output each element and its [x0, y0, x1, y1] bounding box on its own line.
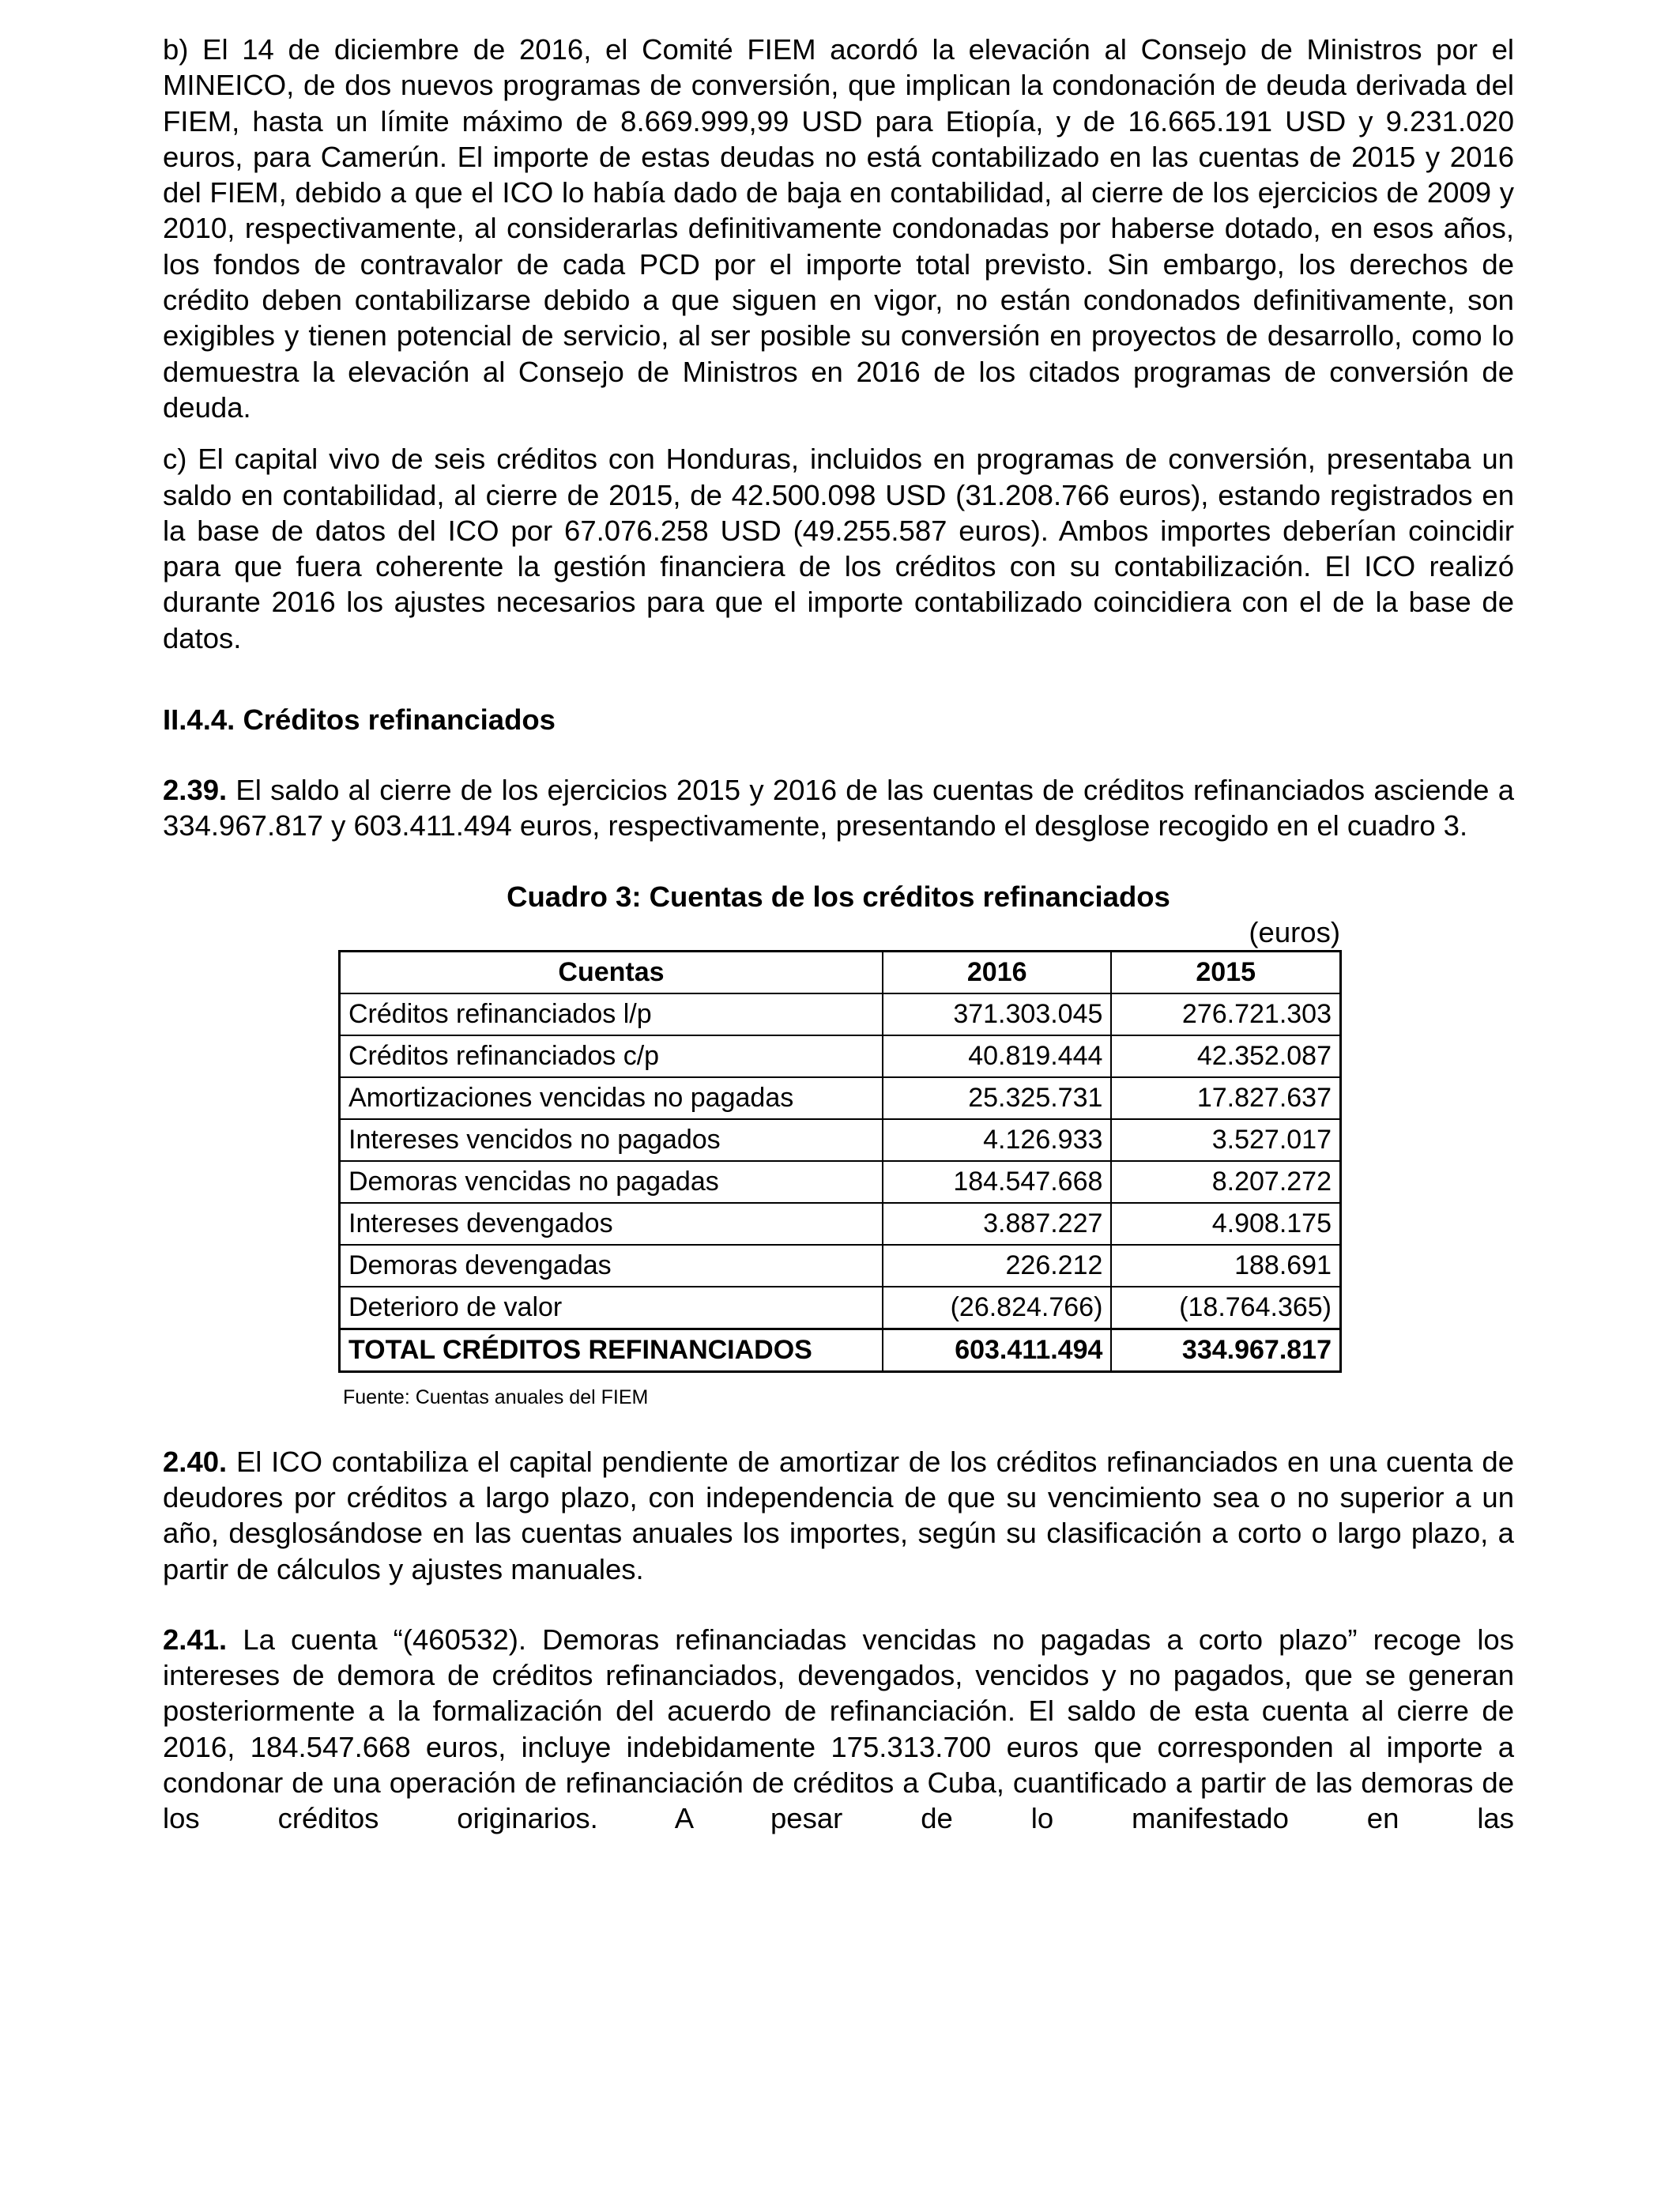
- row-label: Demoras devengadas: [340, 1245, 883, 1287]
- document-page: [163, 32, 1514, 1837]
- value-2015: 8.207.272: [1111, 1161, 1340, 1203]
- row-label: Demoras vencidas no pagadas: [340, 1161, 883, 1203]
- value-2016: 40.819.444: [883, 1035, 1111, 1077]
- table-row: [340, 1245, 1341, 1287]
- header-2016: 2016: [883, 951, 1111, 993]
- row-label: Intereses vencidos no pagados: [340, 1119, 883, 1161]
- paragraph-b: b) El 14 de diciembre de 2016, el Comité FIEM acordó la elevación al Consejo de Ministros por el MINEICO, de dos nuevos programas de conversión, que implican la condonación de deuda derivada del FIEM, hasta un límite máximo de 8.669.999,99 USD para Etiopía, y de 16.665.191 USD y 9.231.020 euros, para Camerún. El importe de estas deudas no está contabilizado en las cuentas de 2015 y 2016 del FIEM, debido a que el ICO lo había dado de baja en contabilidad, al cierre de los ejercicios de 2009 y 2010, respectivamente, al considerarlas definitivamente condonadas por haberse dotado, en esos años, los fondos de contravalor de cada PCD por el importe total previsto. Sin embargo, los derechos de crédito deben contabilizarse debido a que siguen en vigor, no están condonados definitivamente, son exigibles y tienen potencial de servicio, al ser posible su conversión en proyectos de desarrollo, como lo demuestra la elevación al Consejo de Ministros en 2016 de los citados programas de conversión de deuda.: [163, 33, 1514, 424]
- total-2015: 334.967.817: [1111, 1329, 1340, 1371]
- row-label: Amortizaciones vencidas no pagadas: [340, 1077, 883, 1119]
- value-2015: 188.691: [1111, 1245, 1340, 1287]
- table-container: [338, 950, 1342, 1373]
- total-2016: 603.411.494: [883, 1329, 1111, 1371]
- value-2015: 276.721.303: [1111, 993, 1340, 1035]
- paragraph-number: 2.41.: [163, 1623, 228, 1656]
- table-row: [340, 1119, 1341, 1161]
- row-label: Créditos refinanciados l/p: [340, 993, 883, 1035]
- value-2016: (26.824.766): [883, 1287, 1111, 1329]
- value-2016: 184.547.668: [883, 1161, 1111, 1203]
- value-2015: 17.827.637: [1111, 1077, 1340, 1119]
- table-row: [340, 1035, 1341, 1077]
- refinanced-credits-table: [338, 950, 1342, 1373]
- paragraph-2-41: [163, 1622, 1514, 1837]
- row-label: Deterioro de valor: [340, 1287, 883, 1329]
- section-heading: II.4.4. Créditos refinanciados: [163, 703, 556, 737]
- header-cuentas: Cuentas: [340, 951, 883, 993]
- paragraph-c: c) El capital vivo de seis créditos con Honduras, incluidos en programas de conversión, presentaba un saldo en contabilidad, al cierre de 2015, de 42.500.098 USD (31.208.766 euros), estando registrados en la base de datos del ICO por 67.076.258 USD (49.255.587 euros). Ambos importes deberían coincidir para que fuera coherente la gestión financiera de los créditos con su contabilización. El ICO realizó durante 2016 los ajustes necesarios para que el importe contabilizado coincidiera con el de la base de datos.: [163, 443, 1514, 654]
- header-2015: 2015: [1111, 951, 1340, 993]
- paragraph-number: 2.39.: [163, 774, 228, 807]
- paragraph-text: El saldo al cierre de los ejercicios 2015 y 2016 de las cuentas de créditos refinanciados asciende a 334.967.817 y 603.411.494 euros, respectivamente, presentando el desglose recogido en el cuadro 3.: [163, 774, 1514, 843]
- value-2016: 226.212: [883, 1245, 1111, 1287]
- row-label: Intereses devengados: [340, 1203, 883, 1245]
- table-row: [340, 1287, 1341, 1329]
- value-2015: 3.527.017: [1111, 1119, 1340, 1161]
- paragraph-text: La cuenta “(460532). Demoras refinanciadas vencidas no pagadas a corto plazo” recoge los intereses de demora de créditos refinanciados, devengados, vencidos y no pagados, que se generan posteriormente a la formalización del acuerdo de refinanciación. El saldo de esta cuenta al cierre de 2016, 184.547.668 euros, incluye indebidamente 175.313.700 euros que corresponden al importe a condonar de una operación de refinanciación de créditos a Cuba, cuantificado a partir de las demoras de los créditos originarios. A pesar de lo manifestado en las: [163, 1623, 1514, 1835]
- paragraph-2-39: [163, 772, 1514, 844]
- table-row: [340, 1161, 1341, 1203]
- value-2016: 4.126.933: [883, 1119, 1111, 1161]
- row-label: Créditos refinanciados c/p: [340, 1035, 883, 1077]
- table-units: (euros): [1249, 915, 1340, 948]
- value-2015: 4.908.175: [1111, 1203, 1340, 1245]
- table-row: [340, 993, 1341, 1035]
- paragraph-text: El ICO contabiliza el capital pendiente de amortizar de los créditos refinanciados en una cuenta de deudores por créditos a largo plazo, con independencia de que su vencimiento sea o no superior a un año, desglosándose en las cuentas anuales los importes, según su clasificación a corto o largo plazo, a partir de cálculos y ajustes manuales.: [163, 1445, 1514, 1585]
- total-label: TOTAL CRÉDITOS REFINANCIADOS: [340, 1329, 883, 1371]
- table-source: Fuente: Cuentas anuales del FIEM: [343, 1385, 649, 1408]
- table-header-row: [340, 951, 1341, 993]
- value-2016: 3.887.227: [883, 1203, 1111, 1245]
- table-row: [340, 1203, 1341, 1245]
- value-2016: 25.325.731: [883, 1077, 1111, 1119]
- value-2015: (18.764.365): [1111, 1287, 1340, 1329]
- paragraph-number: 2.40.: [163, 1445, 228, 1478]
- table-total-row: [340, 1329, 1341, 1371]
- value-2015: 42.352.087: [1111, 1035, 1340, 1077]
- table-row: [340, 1077, 1341, 1119]
- table-title: Cuadro 3: Cuentas de los créditos refinanciados: [507, 880, 1170, 913]
- paragraph-2-40: [163, 1444, 1514, 1587]
- value-2016: 371.303.045: [883, 993, 1111, 1035]
